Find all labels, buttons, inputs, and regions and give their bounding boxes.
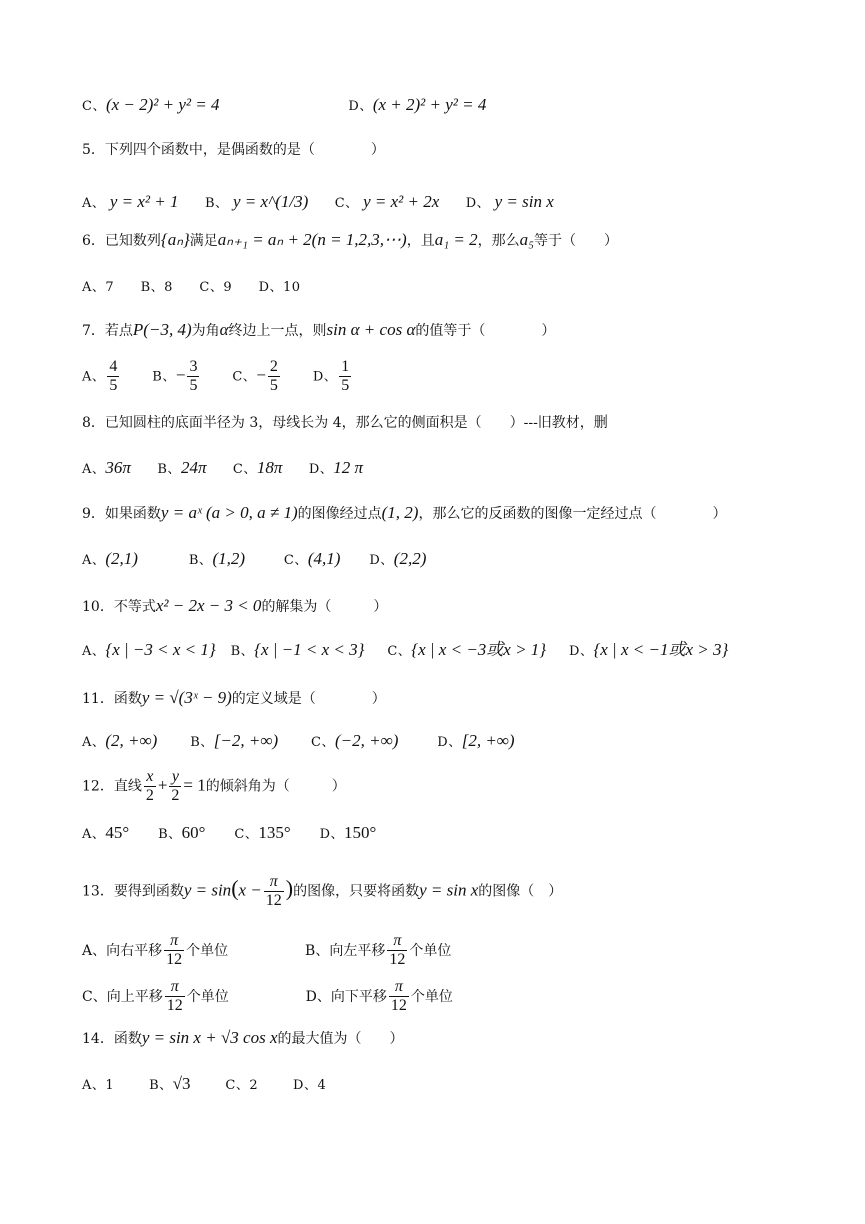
q11-option-d-label: D、	[437, 735, 462, 750]
q9-option-a-label: A、	[82, 553, 106, 568]
q9-option-c-expr: (4,1)	[307, 549, 341, 568]
q11-option-b-expr: [−2, +∞)	[213, 731, 279, 750]
q10-option-d-label: D、	[569, 644, 594, 659]
q6-option-d: D、10	[258, 280, 301, 295]
q14-options-row	[82, 1074, 326, 1096]
q5-option-d-label: D、	[465, 196, 491, 211]
q6-options-row	[82, 277, 323, 298]
q7-option-a-label: A、	[82, 369, 106, 385]
q9-stem	[82, 503, 726, 524]
q7-stem	[82, 320, 555, 341]
q6-option-c: C、9	[199, 280, 233, 295]
q14-option-b-label: B、	[149, 1078, 173, 1093]
q8-option-b-label: B、	[157, 462, 181, 477]
q6-option-b: B、8	[140, 280, 173, 295]
q12-stem-post: 的倾斜角为（ ）	[205, 778, 346, 795]
q9-stem-mid: 的图像经过点	[297, 506, 382, 522]
q10-option-a-expr: {x | −3 < x < 1}	[105, 640, 216, 659]
q10-option-d-expr: {x | x < −1或x > 3}	[593, 640, 729, 659]
q13-options-row-2	[82, 978, 453, 1015]
q13-func-pre: y = sin	[183, 880, 232, 900]
q6-option-a: A、7	[82, 280, 115, 295]
q6-stem-mid: 满足	[189, 233, 218, 249]
q7-point: P(−3, 4)	[132, 320, 192, 339]
q9-point: (1, 2)	[381, 503, 419, 522]
q11-option-a-expr: (2, +∞)	[105, 731, 158, 750]
q13-option-a: A、向右平移 $\frac{\pi}{12}$ 个单位	[82, 932, 229, 968]
q13-option-b: B、向左平移 $\frac{\pi}{12}$ 个单位	[305, 932, 452, 968]
q4-option-d-expr: (x + 2)² + y² = 4	[372, 95, 487, 114]
q12-option-b-label: B、	[158, 827, 182, 842]
q10-options-row	[82, 640, 728, 662]
q11-stem-pre: 11．函数	[82, 691, 142, 707]
q12-stem	[82, 768, 346, 805]
q5-option-c-expr: y = x² + 2x	[363, 192, 440, 211]
q12-frac-x: $\frac{x}{2}$	[145, 768, 154, 804]
q11-option-c-label: C、	[311, 735, 335, 750]
q11-option-a-label: A、	[82, 735, 106, 750]
q12-eq: = 1	[183, 775, 206, 795]
q10-option-c-label: C、	[387, 644, 412, 659]
q13-stem-post: 的图像（ ）	[478, 883, 563, 900]
q11-func: y = √(3ˣ − 9)	[141, 688, 232, 707]
q13-stem-mid: 的图像，只要将函数	[293, 883, 420, 900]
q11-stem-post: 的定义域是（ ）	[231, 691, 386, 707]
q10-inequality: x² − 2x − 3 < 0	[155, 596, 262, 615]
q10-option-a-label: A、	[82, 644, 106, 659]
q14-func: y = sin x + √3 cos x	[141, 1028, 278, 1047]
q13-frac-pi-12: $\frac{\pi}{12}$	[265, 873, 282, 909]
q13-inner-x: x −	[238, 880, 262, 900]
q12-option-c-expr: 135°	[258, 823, 291, 842]
q8-option-b-expr: 24π	[180, 458, 207, 477]
q8-option-d-expr: 12 π	[333, 458, 364, 477]
q5-option-c-label: C、	[334, 196, 359, 211]
q14-option-b-expr: √3	[172, 1074, 191, 1093]
q6-target: a₅	[519, 230, 535, 249]
q12-option-a-label: A、	[82, 827, 106, 842]
q5-option-b-label: B、	[204, 196, 229, 211]
q12-options-row	[82, 823, 376, 845]
q13-option-d: D、向下平移 $\frac{\pi}{12}$ 个单位	[305, 978, 453, 1014]
q7-option-c-frac: $\frac{2}{5}$	[269, 358, 278, 394]
q4-option-d-label: D、	[348, 99, 373, 114]
q12-option-c-label: C、	[234, 827, 259, 842]
q9-option-c-label: C、	[283, 553, 308, 568]
q14-option-a: A、1	[82, 1078, 115, 1093]
q4-options-row	[82, 95, 486, 117]
q8-option-d-label: D、	[308, 462, 334, 477]
q8-option-c-expr: 18π	[256, 458, 283, 477]
q4-option-c-expr: (x − 2)² + y² = 4	[105, 95, 220, 114]
q12-stem-pre: 12．直线	[82, 778, 142, 795]
q13-option-c: C、向上平移 $\frac{\pi}{12}$ 个单位	[82, 978, 229, 1014]
q5-options-row	[82, 192, 576, 214]
q10-stem	[82, 596, 387, 617]
q9-stem-post: ，那么它的反函数的图像一定经过点（ ）	[418, 506, 727, 522]
q5-option-d-expr: y = sin x	[494, 192, 554, 211]
q7-option-b-label: B、	[152, 369, 176, 385]
q10-stem-post: 的解集为（ ）	[261, 599, 388, 615]
q9-option-b-label: B、	[188, 553, 213, 568]
q5-option-a-label: A、	[82, 196, 106, 211]
q12-frac-y: $\frac{y}{2}$	[171, 768, 180, 804]
q5-option-b-expr: y = x^(1/3)	[232, 192, 309, 211]
q14-option-c: C、2	[225, 1078, 259, 1093]
q5-stem	[82, 140, 385, 160]
q8-stem-text: 8．已知圆柱的底面半径为 3，母线长为 4，那么它的侧面积是（ ）---旧教材，删	[82, 415, 608, 431]
q9-func: y = aˣ (a > 0, a ≠ 1)	[160, 503, 298, 522]
q12-option-d-expr: 150°	[344, 823, 377, 842]
q7-expr: sin α + cos α	[326, 320, 416, 339]
q7-option-a-frac: $\frac{4}{5}$	[109, 358, 118, 394]
q13-options-row-1	[82, 932, 451, 969]
q12-option-d-label: D、	[319, 827, 344, 842]
q7-option-c-label: C、	[232, 369, 257, 385]
q14-stem	[82, 1028, 404, 1049]
q8-option-c-label: C、	[232, 462, 257, 477]
q7-stem-mid2: 终边上一点，则	[228, 323, 327, 339]
q6-recurrence: aₙ₊₁ = aₙ + 2(n = 1,2,3,⋯)	[217, 230, 407, 249]
q11-stem	[82, 688, 386, 709]
q8-option-a-label: A、	[82, 462, 106, 477]
q8-stem	[82, 413, 608, 433]
q6-stem-mid3: ，那么	[477, 233, 520, 249]
q6-stem-pre: 6．已知数列	[82, 233, 161, 249]
q11-option-d-expr: [2, +∞)	[461, 731, 515, 750]
q14-stem-post: 的最大值为（ ）	[277, 1031, 404, 1047]
q7-stem-post: 的值等于（ ）	[415, 323, 556, 339]
q5-option-a-expr: y = x² + 1	[109, 192, 179, 211]
q10-option-c-expr: {x | x < −3或x > 1}	[411, 640, 547, 659]
q11-option-b-label: B、	[190, 735, 214, 750]
q11-option-c-expr: (−2, +∞)	[334, 731, 399, 750]
q13-func2: y = sin x	[419, 880, 479, 900]
q10-stem-pre: 10．不等式	[82, 599, 156, 615]
q9-options-row	[82, 549, 426, 571]
q9-option-b-expr: (1,2)	[212, 549, 246, 568]
q9-option-d-expr: (2,2)	[393, 549, 427, 568]
q10-option-b-label: B、	[230, 644, 255, 659]
q7-options-row: A、 $\frac{4}{5}$ B、− $\frac{3}{5}$ C、− $\frac{2}{5}$ D、 $\frac{1}{5}$	[82, 358, 350, 394]
q13-stem: 13．要得到函数y = sin(x − $\frac{\pi}{12}$ )的图像，只要将函数y = sin x的图像（ ）	[82, 873, 563, 909]
q6-sequence: {aₙ}	[160, 230, 190, 249]
q12-option-a-expr: 45°	[105, 823, 130, 842]
q10-option-b-expr: {x | −1 < x < 3}	[254, 640, 365, 659]
q7-option-b-frac: $\frac{3}{5}$	[189, 358, 198, 394]
q4-option-c-label: C、	[82, 99, 106, 114]
q6-stem-post: 等于（ ）	[534, 233, 619, 249]
q7-angle: α	[219, 320, 229, 339]
q7-option-d-frac: $\frac{1}{5}$	[341, 358, 350, 394]
q12-option-b-expr: 60°	[181, 823, 206, 842]
q14-option-d: D、4	[293, 1078, 327, 1093]
q14-stem-pre: 14．函数	[82, 1031, 142, 1047]
q7-stem-mid: 为角	[191, 323, 220, 339]
q9-stem-pre: 9．如果函数	[82, 506, 161, 522]
q13-stem-pre: 13．要得到函数	[82, 883, 184, 900]
q6-stem	[82, 230, 618, 251]
q7-option-d-label: D、	[312, 369, 338, 385]
q12-plus: +	[157, 775, 168, 795]
q11-options-row	[82, 731, 515, 753]
q5-stem-text: 5．下列四个函数中，是偶函数的是（ ）	[82, 142, 385, 158]
q6-stem-mid2: ，且	[406, 233, 435, 249]
q9-option-d-label: D、	[369, 553, 394, 568]
q9-option-a-expr: (2,1)	[105, 549, 138, 568]
q7-stem-pre: 7．若点	[82, 323, 133, 339]
q8-option-a-expr: 36π	[105, 458, 131, 477]
q6-initial: a₁ = 2	[434, 230, 478, 249]
q8-options-row	[82, 458, 385, 480]
